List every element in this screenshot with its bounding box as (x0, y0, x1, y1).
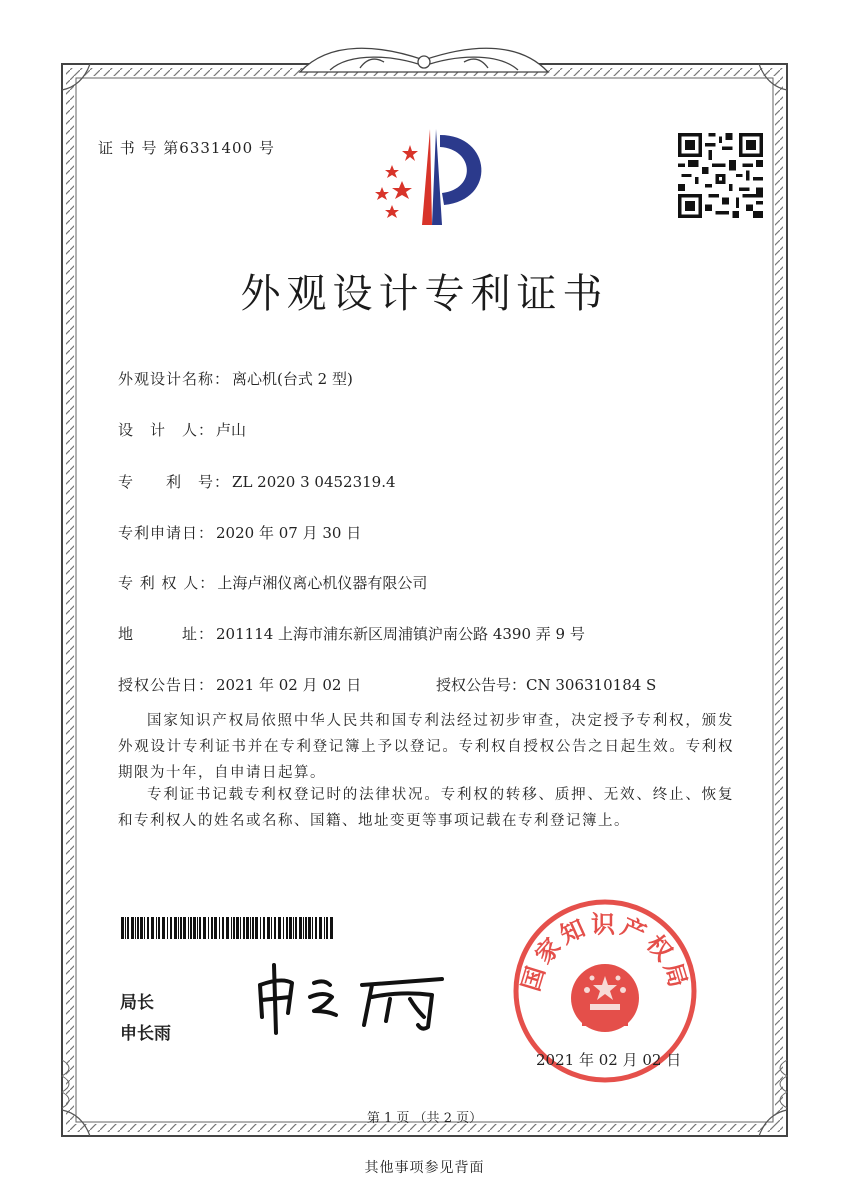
document-title: 外观设计专利证书 (240, 271, 609, 317)
field-value: 卢山 (216, 421, 247, 439)
field-value: 2020 年 07 月 30 日 (216, 524, 362, 542)
field-label: 专 利 号： (118, 473, 231, 491)
seal-text: 国家知识产权局 (516, 910, 694, 995)
field-label: 授权公告号： (436, 676, 527, 694)
field-patent-number (118, 471, 396, 492)
field-value: CN 306310184 S (526, 676, 657, 694)
field-label: 地 址： (118, 625, 215, 643)
field-value: 2021 年 02 月 02 日 (216, 676, 362, 694)
field-patentee (118, 572, 427, 593)
field-value: ZL 2020 3 0452319.4 (232, 473, 396, 491)
field-label: 专 利 权 人： (118, 574, 216, 592)
field-value: 上海卢湘仪离心机仪器有限公司 (217, 574, 428, 592)
field-label: 外观设计名称： (118, 370, 231, 388)
field-label: 专利申请日： (118, 524, 215, 542)
barcode (121, 917, 333, 939)
field-designer (118, 419, 246, 440)
field-label: 设 计 人： (118, 421, 215, 439)
field-design-name (118, 368, 353, 389)
legal-paragraph: 专利证书记载专利权登记时的法律状况。专利权的转移、质押、无效、终止、恢复和专利权人的姓名或名称、国籍、地址变更等事项记载在专利登记簿上。 (118, 787, 734, 829)
field-grant-date (118, 674, 361, 695)
field-value: 离心机(台式 2 型) (232, 370, 353, 388)
signatory-title: 局长 (120, 993, 154, 1013)
signatory-name: 申长雨 (120, 1024, 171, 1044)
field-label: 授权公告日： (118, 676, 215, 694)
footer-note: 其他事项参见背面 (364, 1160, 485, 1176)
cnipa-emblem-icon (362, 125, 502, 230)
qr-code (678, 133, 763, 218)
field-grant-number (436, 674, 656, 695)
seal-date: 2021 年 02 月 02 日 (536, 1051, 682, 1069)
handwritten-signature (252, 955, 452, 1035)
field-value: 201114 上海市浦东新区周浦镇沪南公路 4390 弄 9 号 (216, 625, 585, 643)
top-ornament (300, 48, 548, 72)
field-application-date (118, 522, 361, 543)
page-number: 第 1 页 （共 2 页） (366, 1111, 483, 1126)
certificate-number: 证 书 号 第6331400 号 (98, 139, 275, 157)
field-address (118, 623, 585, 644)
legal-paragraph: 国家知识产权局依照中华人民共和国专利法经过初步审查，决定授予专利权，颁发外观设计专利证书并在专利登记簿上予以登记。专利权自授权公告之日起生效。专利权期限为十年，自申请日起算。 (118, 713, 734, 781)
